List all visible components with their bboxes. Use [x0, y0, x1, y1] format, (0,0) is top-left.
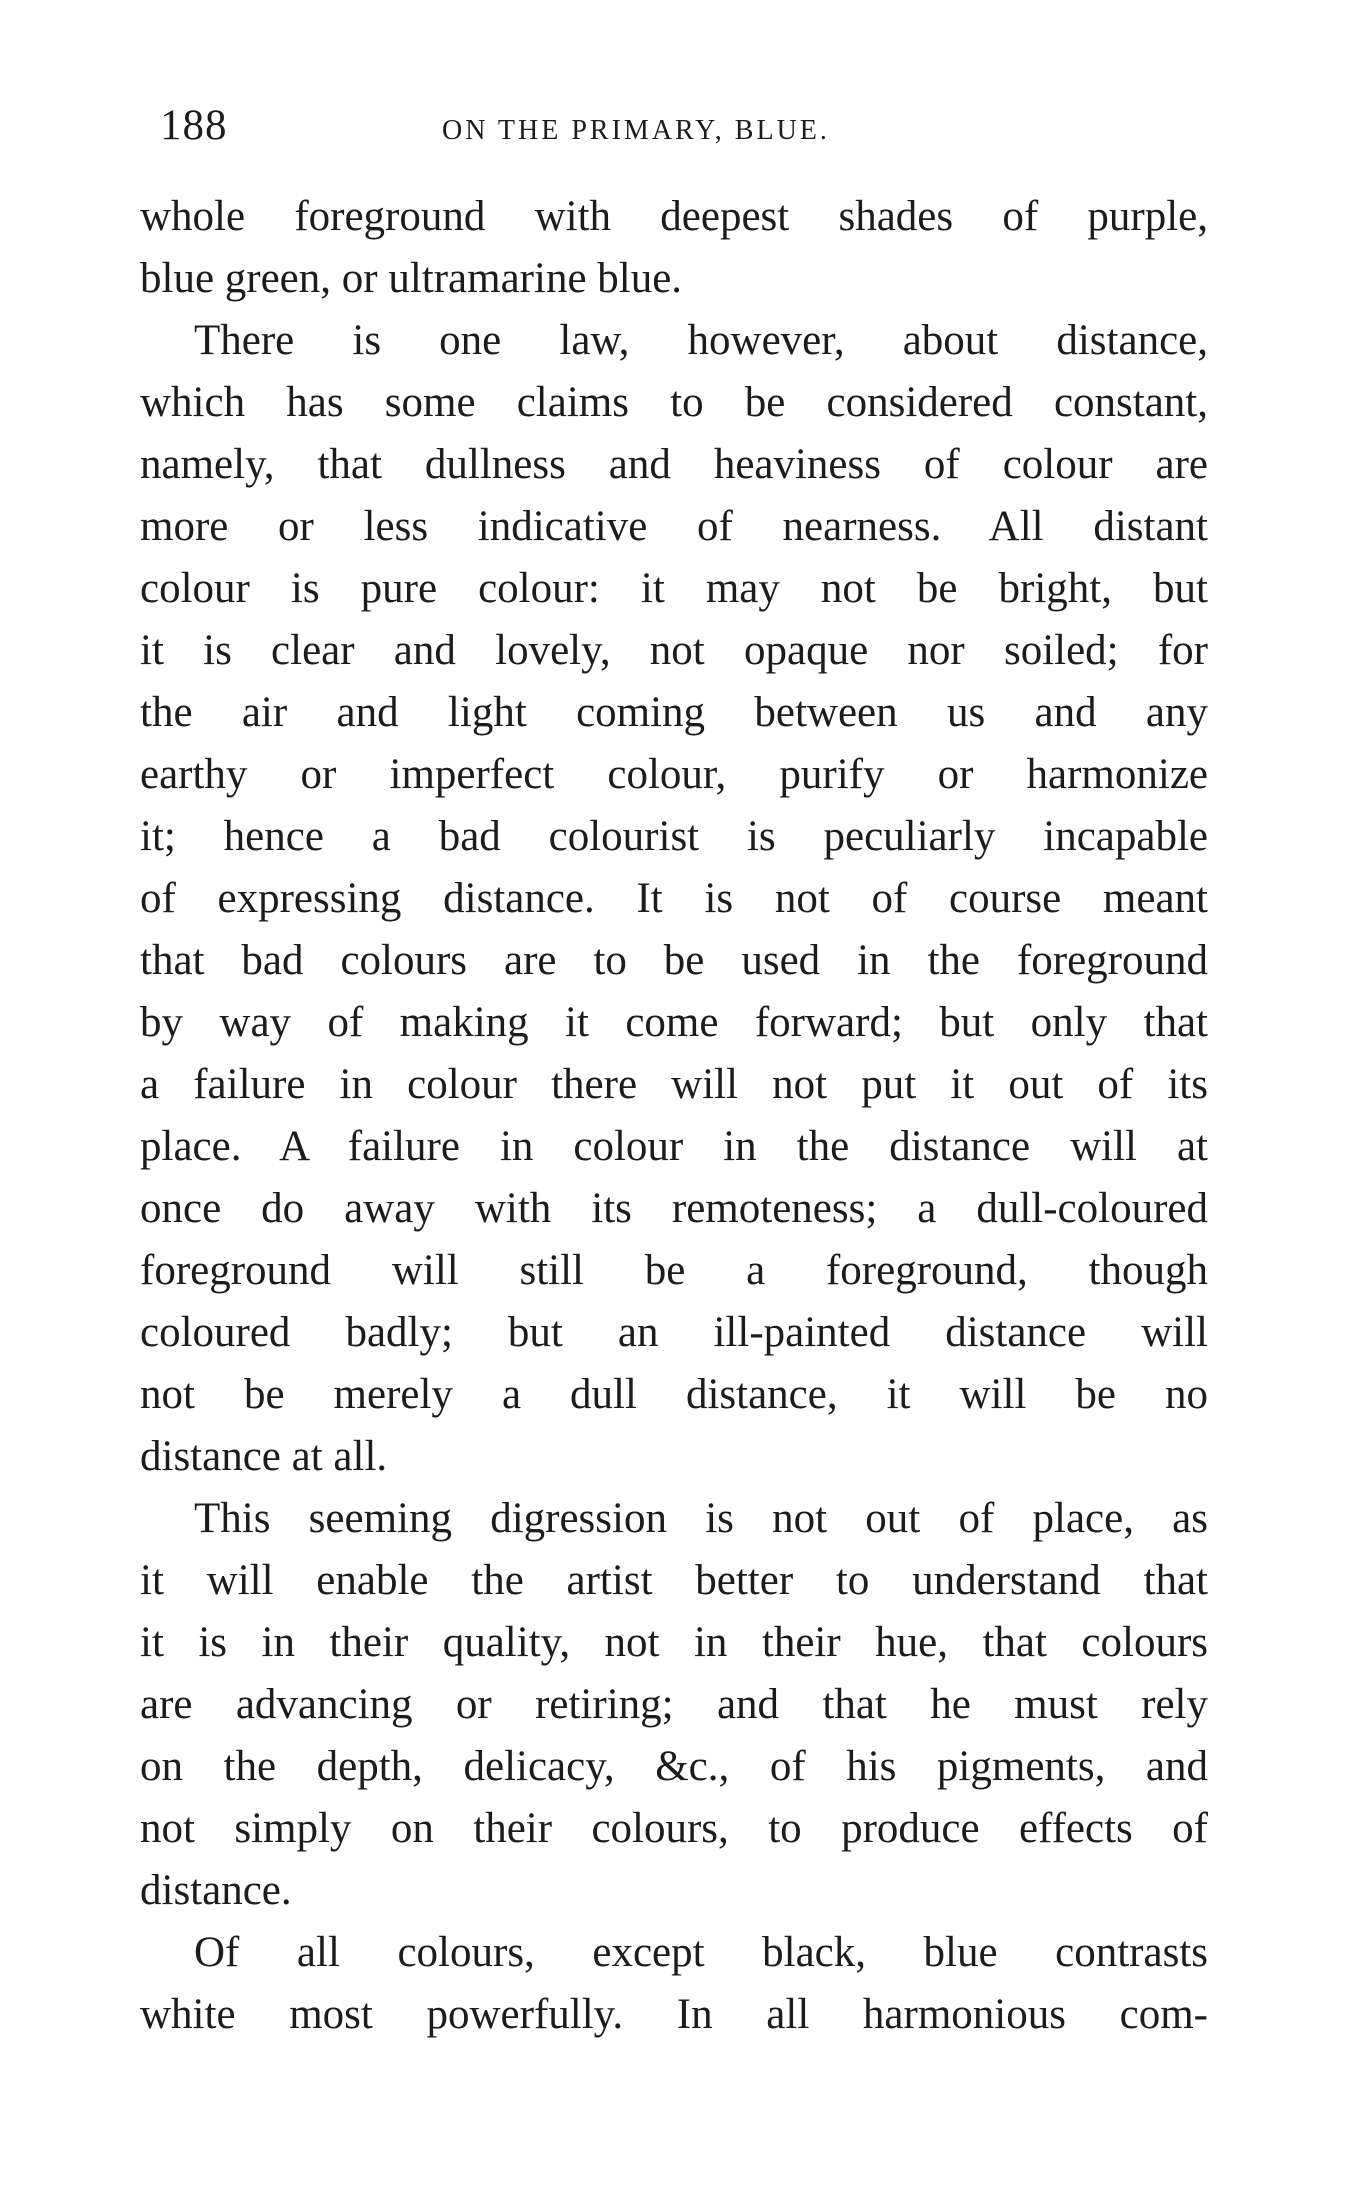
- text-line: place. A failure in colour in the distance will at: [140, 1123, 1208, 1170]
- paragraph-first-line: This seeming digression is not out of place, as: [194, 1495, 1208, 1542]
- text-line: on the depth, delicacy, &c., of his pigments, and: [140, 1743, 1208, 1790]
- paragraph-first-line: Of all colours, except black, blue contrasts: [194, 1929, 1208, 1976]
- text-line: colour is pure colour: it may not be bright, but: [140, 565, 1208, 612]
- text-line: not be merely a dull distance, it will be no: [140, 1371, 1208, 1418]
- text-line: are advancing or retiring; and that he must rely: [140, 1681, 1208, 1728]
- text-line: whole foreground with deepest shades of purple,: [140, 193, 1208, 240]
- text-line: distance.: [140, 1867, 292, 1914]
- text-line: more or less indicative of nearness. All distant: [140, 503, 1208, 550]
- text-line: white most powerfully. In all harmonious com-: [140, 1991, 1208, 2038]
- text-line: of expressing distance. It is not of course meant: [140, 875, 1208, 922]
- page-header: [160, 96, 1220, 156]
- body-text: [140, 186, 1208, 2046]
- text-line: once do away with its remoteness; a dull-coloured: [140, 1185, 1208, 1232]
- text-line: the air and light coming between us and any: [140, 689, 1208, 736]
- text-line: a failure in colour there will not put it out of its: [140, 1061, 1208, 1108]
- text-line: coloured badly; but an ill-painted distance will: [140, 1309, 1208, 1356]
- text-line: distance at all.: [140, 1433, 388, 1480]
- text-line: it is clear and lovely, not opaque nor soiled; for: [140, 627, 1208, 674]
- text-line: it is in their quality, not in their hue, that colours: [140, 1619, 1208, 1666]
- paragraph-first-line: There is one law, however, about distance,: [194, 317, 1208, 364]
- text-line: not simply on their colours, to produce effects of: [140, 1805, 1208, 1852]
- text-line: it; hence a bad colourist is peculiarly incapable: [140, 813, 1208, 860]
- text-line: that bad colours are to be used in the foreground: [140, 937, 1208, 984]
- page-number: 188: [160, 102, 228, 149]
- text-line: by way of making it come forward; but only that: [140, 999, 1208, 1046]
- text-line: earthy or imperfect colour, purify or harmonize: [140, 751, 1208, 798]
- text-line: foreground will still be a foreground, though: [140, 1247, 1208, 1294]
- running-head: ON THE PRIMARY, BLUE.: [442, 115, 830, 146]
- text-line: it will enable the artist better to understand that: [140, 1557, 1208, 1604]
- text-line: namely, that dullness and heaviness of colour are: [140, 441, 1208, 488]
- text-line: blue green, or ultramarine blue.: [140, 255, 683, 302]
- text-line: which has some claims to be considered constant,: [140, 379, 1208, 426]
